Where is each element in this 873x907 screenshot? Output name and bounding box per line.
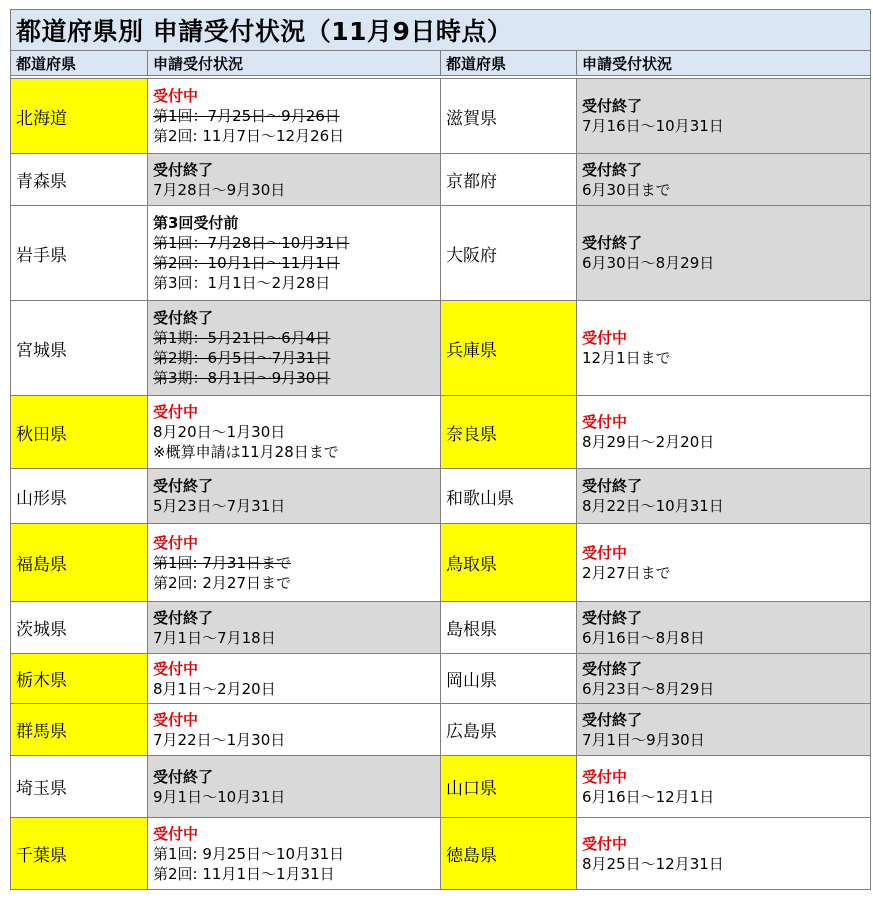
period-line: 6月30日〜8月29日 bbox=[582, 254, 715, 272]
period-line: 第1回: 9月25日〜10月31日 bbox=[153, 844, 345, 863]
status-label: 受付終了 bbox=[153, 767, 214, 786]
status-cell-right[interactable] bbox=[577, 654, 871, 704]
status-cell-left[interactable] bbox=[148, 79, 441, 154]
status-cell-left[interactable] bbox=[148, 301, 441, 396]
status-open-label: 受付中 bbox=[582, 767, 628, 786]
period-line: 8月22日〜10月31日 bbox=[582, 497, 724, 515]
period-line: 8月20日〜1月30日 bbox=[153, 423, 286, 441]
header-prefecture-left[interactable]: 都道府県 bbox=[11, 51, 148, 76]
prefecture-cell-left[interactable]: 宮城県 bbox=[11, 301, 148, 396]
prefecture-cell-right[interactable]: 徳島県 bbox=[441, 818, 577, 890]
status-cell-right[interactable] bbox=[577, 154, 871, 206]
period-line: 7月16日〜10月31日 bbox=[582, 117, 724, 135]
period-line: 第2回: 2月27日まで bbox=[153, 573, 291, 592]
period-line: 第2回: 11月1日〜1月31日 bbox=[153, 864, 335, 883]
status-label: 受付終了 bbox=[582, 234, 643, 252]
status-cell-left[interactable] bbox=[148, 818, 441, 890]
prefecture-cell-left[interactable]: 千葉県 bbox=[11, 818, 148, 890]
table-row bbox=[11, 602, 871, 654]
status-cell-right[interactable] bbox=[577, 602, 871, 654]
period-line: 5月23日〜7月31日 bbox=[153, 497, 286, 515]
status-cell-right[interactable] bbox=[577, 301, 871, 396]
prefecture-cell-left[interactable]: 埼玉県 bbox=[11, 756, 148, 818]
status-label: 受付終了 bbox=[153, 608, 214, 627]
prefecture-cell-left[interactable]: 福島県 bbox=[11, 524, 148, 602]
status-cell-left[interactable] bbox=[148, 524, 441, 602]
period-line: 12月1日まで bbox=[582, 349, 671, 367]
status-cell-right[interactable] bbox=[577, 524, 871, 602]
status-label: 受付終了 bbox=[582, 710, 643, 729]
status-cell-right[interactable] bbox=[577, 469, 871, 524]
status-open-label: 受付中 bbox=[153, 710, 199, 729]
status-cell-left[interactable] bbox=[148, 602, 441, 654]
status-label: 受付終了 bbox=[582, 659, 643, 678]
status-cell-left[interactable] bbox=[148, 154, 441, 206]
prefecture-cell-left[interactable]: 北海道 bbox=[11, 79, 148, 154]
status-open-label: 受付中 bbox=[153, 403, 199, 421]
status-cell-right[interactable] bbox=[577, 756, 871, 818]
table-row bbox=[11, 79, 871, 154]
period-line: 2月27日まで bbox=[582, 563, 671, 582]
status-cell-right[interactable] bbox=[577, 79, 871, 154]
status-open-label: 受付中 bbox=[582, 413, 628, 431]
status-cell-right[interactable] bbox=[577, 396, 871, 469]
period-line: 9月1日〜10月31日 bbox=[153, 787, 286, 806]
status-cell-right[interactable] bbox=[577, 818, 871, 890]
status-label: 受付終了 bbox=[582, 160, 643, 179]
status-label: 受付終了 bbox=[153, 309, 214, 327]
prefecture-cell-right[interactable]: 滋賀県 bbox=[441, 79, 577, 154]
table-row bbox=[11, 154, 871, 206]
period-line: 6月16日〜12月1日 bbox=[582, 787, 715, 806]
prefecture-cell-right[interactable]: 京都府 bbox=[441, 154, 577, 206]
header-prefecture-right[interactable]: 都道府県 bbox=[441, 51, 577, 76]
prefecture-cell-right[interactable]: 鳥取県 bbox=[441, 524, 577, 602]
period-line-cancelled: 第1回：7月28日〜10月31日 bbox=[153, 234, 350, 252]
status-open-label: 受付中 bbox=[153, 659, 199, 678]
header-row bbox=[11, 51, 871, 76]
status-label: 受付終了 bbox=[582, 477, 643, 495]
table-row bbox=[11, 704, 871, 756]
prefecture-cell-left[interactable]: 青森県 bbox=[11, 154, 148, 206]
period-line: 7月1日〜7月18日 bbox=[153, 628, 276, 647]
table-row bbox=[11, 469, 871, 524]
prefecture-cell-left[interactable]: 岩手県 bbox=[11, 206, 148, 301]
period-line-cancelled: 第1回：7月25日〜9月26日 bbox=[153, 107, 340, 125]
period-line: 8月29日〜2月20日 bbox=[582, 433, 715, 451]
status-open-label: 受付中 bbox=[153, 824, 199, 843]
header-status-left[interactable]: 申請受付状況 bbox=[148, 51, 441, 76]
status-cell-right[interactable] bbox=[577, 704, 871, 756]
prefecture-cell-left[interactable]: 茨城県 bbox=[11, 602, 148, 654]
status-cell-left[interactable] bbox=[148, 654, 441, 704]
period-line: ※概算申請は11月28日まで bbox=[153, 443, 339, 461]
period-line: 7月1日〜9月30日 bbox=[582, 730, 705, 749]
period-line: 6月23日〜8月29日 bbox=[582, 679, 715, 698]
table-row bbox=[11, 818, 871, 890]
sheet-title[interactable]: 都道府県別 申請受付状況（11月9日時点） bbox=[11, 10, 871, 51]
status-label: 受付終了 bbox=[582, 608, 643, 627]
prefecture-cell-right[interactable]: 大阪府 bbox=[441, 206, 577, 301]
status-cell-left[interactable] bbox=[148, 396, 441, 469]
period-line-cancelled: 第1回: 7月31日まで bbox=[153, 553, 291, 572]
period-line-cancelled: 第2期：6月5日〜7月31日 bbox=[153, 349, 331, 367]
prefecture-cell-left[interactable]: 栃木県 bbox=[11, 654, 148, 704]
status-cell-left[interactable] bbox=[148, 469, 441, 524]
period-line: 6月16日〜8月8日 bbox=[582, 628, 705, 647]
status-open-label: 受付中 bbox=[582, 543, 628, 562]
prefecture-cell-right[interactable]: 島根県 bbox=[441, 602, 577, 654]
table-row bbox=[11, 756, 871, 818]
prefecture-cell-right[interactable]: 山口県 bbox=[441, 756, 577, 818]
prefecture-cell-right[interactable]: 広島県 bbox=[441, 704, 577, 756]
table-row bbox=[11, 206, 871, 301]
status-label: 第3回受付前 bbox=[153, 214, 239, 232]
prefecture-cell-right[interactable]: 兵庫県 bbox=[441, 301, 577, 396]
table-row bbox=[11, 654, 871, 704]
status-cell-left[interactable] bbox=[148, 756, 441, 818]
period-line: 8月25日〜12月31日 bbox=[582, 854, 724, 873]
status-cell-right[interactable] bbox=[577, 206, 871, 301]
prefecture-cell-right[interactable]: 岡山県 bbox=[441, 654, 577, 704]
period-line: 6月30日まで bbox=[582, 180, 671, 199]
status-open-label: 受付中 bbox=[153, 87, 199, 105]
period-line: 第3回：1月1日〜2月28日 bbox=[153, 274, 331, 292]
status-cell-left[interactable] bbox=[148, 704, 441, 756]
period-line: 8月1日〜2月20日 bbox=[153, 679, 276, 698]
period-line-cancelled: 第1期：5月21日〜6月4日 bbox=[153, 329, 331, 347]
prefecture-cell-left[interactable]: 秋田県 bbox=[11, 396, 148, 469]
period-line: 第2回: 11月7日〜12月26日 bbox=[153, 127, 345, 145]
status-label: 受付終了 bbox=[582, 97, 643, 115]
prefecture-cell-left[interactable]: 山形県 bbox=[11, 469, 148, 524]
prefecture-cell-right[interactable]: 奈良県 bbox=[441, 396, 577, 469]
period-line-cancelled: 第3期：8月1日〜9月30日 bbox=[153, 369, 331, 387]
table-row bbox=[11, 301, 871, 396]
table-row bbox=[11, 396, 871, 469]
period-line-cancelled: 第2回：10月1日〜11月1日 bbox=[153, 254, 340, 272]
status-open-label: 受付中 bbox=[582, 329, 628, 347]
period-line: 7月22日〜1月30日 bbox=[153, 730, 286, 749]
prefecture-cell-left[interactable]: 群馬県 bbox=[11, 704, 148, 756]
status-open-label: 受付中 bbox=[153, 533, 199, 552]
table-row bbox=[11, 524, 871, 602]
status-open-label: 受付中 bbox=[582, 834, 628, 853]
period-line: 7月28日〜9月30日 bbox=[153, 180, 286, 199]
header-status-right[interactable]: 申請受付状況 bbox=[577, 51, 871, 76]
status-label: 受付終了 bbox=[153, 160, 214, 179]
status-cell-left[interactable] bbox=[148, 206, 441, 301]
status-label: 受付終了 bbox=[153, 477, 214, 495]
prefecture-cell-right[interactable]: 和歌山県 bbox=[441, 469, 577, 524]
status-table bbox=[10, 9, 871, 890]
